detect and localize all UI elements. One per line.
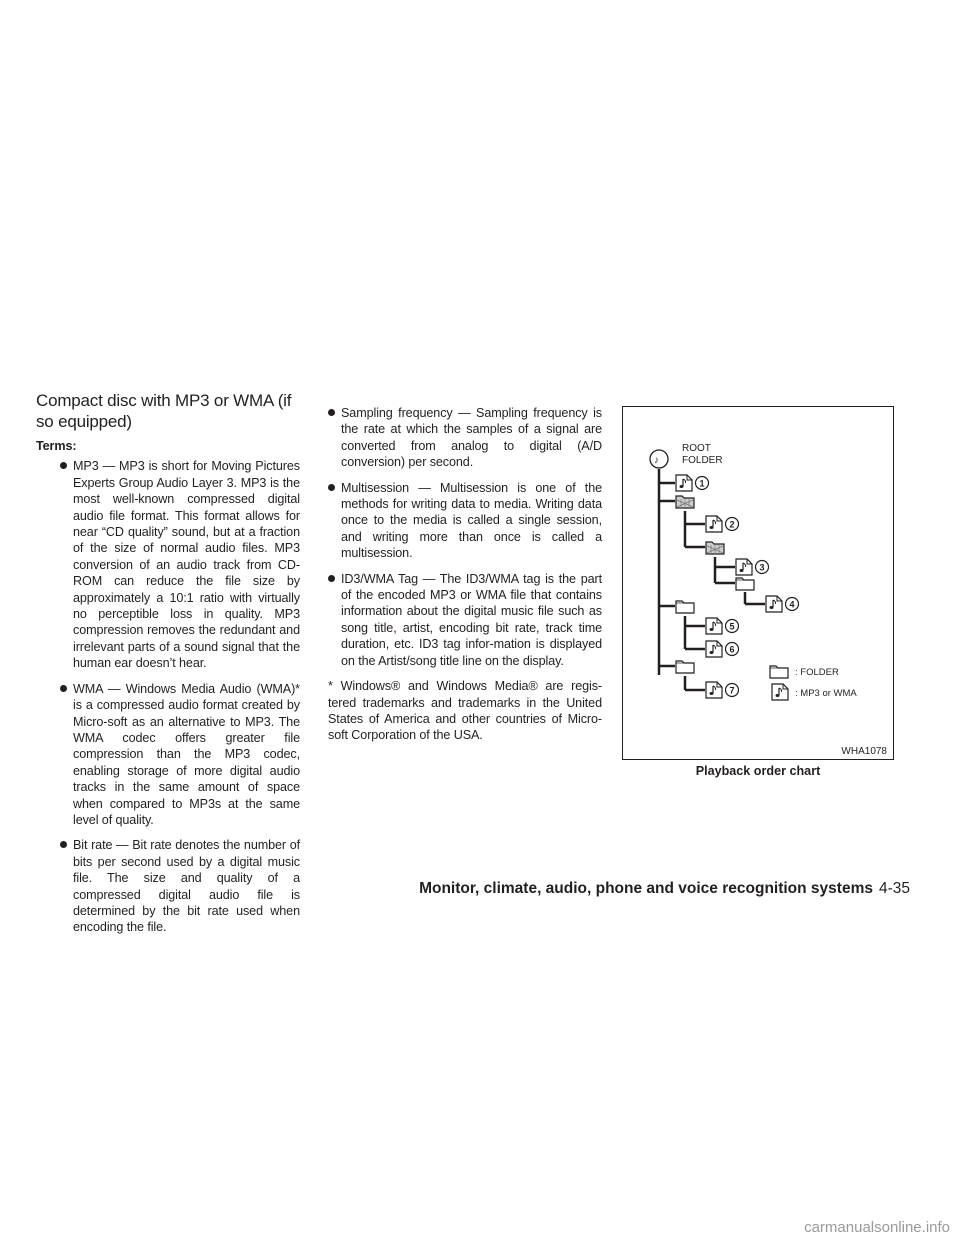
music-file-icon [676,475,692,491]
svg-text:6: 6 [729,644,735,655]
bullet-icon [60,841,67,848]
figure-caption: Playback order chart [695,764,821,778]
trademark-footnote: * Windows® and Windows Media® are regis-tered trademarks and trademarks in the United States of America and other countries of Micro-soft Corporation of the USA. [328,679,602,743]
track-marker-3 [756,561,769,574]
terms-list-right [328,405,602,669]
folder-icon [676,661,694,673]
svg-text:2: 2 [729,519,735,530]
folder-icon [706,542,724,554]
disc-icon [650,450,668,468]
playback-order-diagram [623,407,893,759]
svg-text:4: 4 [789,599,795,610]
track-marker-2 [726,518,739,531]
chapter-title: Monitor, climate, audio, phone and voice recognition systems [419,880,873,897]
term-wma: WMA — Windows Media Audio (WMA)* is a compressed audio format created by Micro-soft as an alternative to MP3. The WMA codec offers greater file compression than the MP3 codec, enabling storage of more digital audio tracks in the same amount of space when compared to MP3s at the same level of quality. [36,681,300,829]
music-file-icon [706,516,722,532]
legend-folder-label: : FOLDER [795,667,839,678]
root-folder [650,443,723,468]
figure-code: WHA1078 [841,746,887,757]
right-column [328,405,602,756]
music-file-icon [706,641,722,657]
watermark: carmanualsonline.info [804,1219,950,1236]
page-number: 4-35 [878,880,910,897]
legend-file-label: : MP3 or WMA [795,688,857,699]
music-file-icon [706,682,722,698]
music-file-icon [706,618,722,634]
folder-icon [736,578,754,590]
bullet-icon [328,409,335,416]
term-sampling-frequency: Sampling frequency — Sampling frequency is the rate at which the samples of a signal are converted from analog to digital (A/D conversion) per second. [328,405,602,471]
svg-text:7: 7 [729,685,735,696]
legend-folder-icon [770,666,788,678]
term-mp3: MP3 — MP3 is short for Moving Pictures Experts Group Audio Layer 3. MP3 is the most well-known compressed digital audio file format. This format allows for near “CD quality” sound, but at a fraction of the size of normal audio files. MP3 conversion of an audio track from CD-ROM can reduce the file size by approximately a 10:1 ratio with virtually no perceptible loss in quality. MP3 compression removes the redundant and irrelevant parts of a sound signal that the human ear doesn’t hear. [36,458,300,671]
svg-text:♪: ♪ [654,455,659,466]
terms-list-left [36,458,300,935]
track-marker-6 [726,643,739,656]
svg-text:1: 1 [699,478,705,489]
track-marker-4 [786,598,799,611]
music-file-icon [736,559,752,575]
section-title: Compact disc with MP3 or WMA (if so equipped) [36,391,292,431]
root-label: ROOT [682,443,711,454]
terms-label: Terms: [36,439,77,453]
term-id3-wma-tag: ID3/WMA Tag — The ID3/WMA tag is the part of the encoded MP3 or WMA file that contains information about the digital music file such as song title, artist, encoding bit rate, track time duration, etc. ID3 tag infor-mation is displayed on the Artist/song title line on the display. [328,571,602,669]
bullet-icon [328,484,335,491]
bullet-icon [328,575,335,582]
bullet-icon [60,685,67,692]
track-marker-5 [726,620,739,633]
legend [770,666,857,700]
folder-label: FOLDER [682,455,723,466]
bullet-icon [60,462,67,469]
left-column [36,390,300,945]
svg-text:3: 3 [759,562,765,573]
term-multisession: Multisession — Multisession is one of the methods for writing data to media. Writing data once to the media is called a single session, and writing more than once is called a multisession. [328,480,602,562]
playback-order-figure [622,406,894,760]
page-footer [419,880,910,898]
track-marker-7 [726,684,739,697]
term-bit-rate: Bit rate — Bit rate denotes the number of bits per second used by a digital music file. The size and quality of a compressed digital audio file is determined by the bit rate used when encoding the file. [36,837,300,935]
legend-file-icon [772,684,788,700]
track-marker-1 [696,477,709,490]
svg-text:5: 5 [729,621,735,632]
folder-icon [676,496,694,508]
folder-icon [676,601,694,613]
music-file-icon [766,596,782,612]
